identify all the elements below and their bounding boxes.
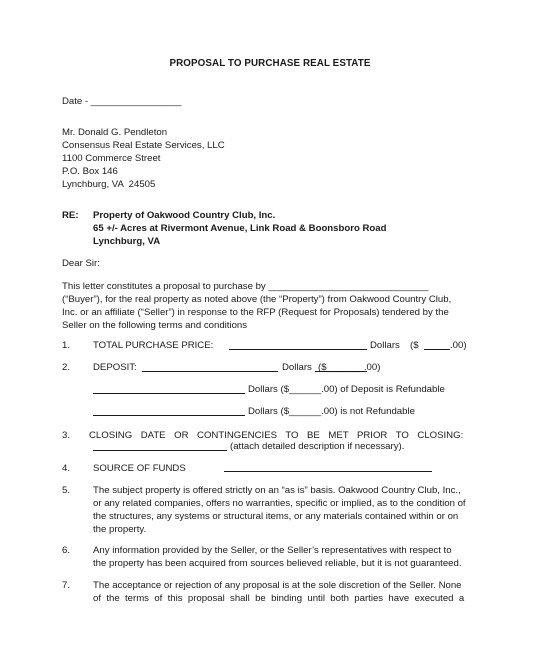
refundable-blank[interactable]: [93, 384, 245, 394]
item-line: the property.: [93, 524, 147, 535]
amount-suffix: .00): [450, 340, 467, 351]
item-label: DEPOSIT:: [93, 362, 137, 373]
item-line: The acceptance or rejection of any proposal is at the sole discretion of the Seller. None: [93, 580, 462, 591]
deposit-amount: ($_______.00): [318, 362, 381, 373]
intro-line: (“Buyer”), for the real property as noted above (the “Property”) from Oakwood Country Club,: [62, 294, 452, 305]
item-number: 4.: [62, 463, 71, 474]
address-line: 1100 Commerce Street: [62, 153, 161, 164]
item-line: of the terms of this proposal shall be binding until both parties have executed a: [93, 593, 465, 604]
address-line: Mr. Donald G. Pendleton: [62, 127, 168, 138]
refundable-text: Dollars ($______.00) of Deposit is Refundable: [248, 384, 445, 395]
non-refundable-blank[interactable]: [93, 406, 245, 416]
intro-line: Inc. or an affiliate (“Seller”) in response to the RFP (Request for Proposals) tendered by the: [62, 307, 449, 318]
item-number: 3.: [62, 430, 71, 441]
date-line: Date - _________________: [62, 96, 182, 107]
address-line: Lynchburg, VA 24505: [62, 179, 156, 190]
item-line: Any information provided by the Seller, or the Seller’s representatives with respect to: [93, 545, 452, 556]
amount-prefix: ($: [410, 340, 419, 351]
item-number: 2.: [62, 362, 71, 373]
address-line: P.O. Box 146: [62, 166, 118, 177]
item-label: TOTAL PURCHASE PRICE:: [93, 340, 214, 351]
item-line: The subject property is offered strictly on an “as is” basis. Oakwood Country Club, Inc.,: [93, 485, 461, 496]
intro-line: Seller on the following terms and conditions: [62, 320, 248, 331]
re-label: RE:: [62, 210, 79, 221]
price-blank[interactable]: [229, 340, 367, 350]
item-line: the structures, any systems or structural items, or any materials contained within or on: [93, 511, 459, 522]
dollars-label: Dollars: [282, 362, 312, 373]
salutation: Dear Sir:: [62, 258, 100, 269]
item-detail: (attach detailed description if necessary).: [230, 441, 405, 452]
dollars-label: Dollars: [370, 340, 400, 351]
item-line: the property has been acquired from sources believed reliable, but it is not guaranteed.: [93, 558, 462, 569]
item-label: SOURCE OF FUNDS: [93, 463, 186, 474]
closing-date-blank[interactable]: [93, 441, 227, 451]
price-amount-blank[interactable]: [424, 340, 450, 350]
document-title: PROPOSAL TO PURCHASE REAL ESTATE: [169, 58, 371, 69]
item-number: 5.: [62, 485, 71, 496]
intro-line: This letter constitutes a proposal to purchase by ______________________________: [62, 281, 429, 292]
source-of-funds-blank[interactable]: [224, 462, 432, 472]
item-number: 6.: [62, 545, 71, 556]
item-number: 1.: [62, 340, 71, 351]
item-number: 7.: [62, 580, 71, 591]
non-refundable-text: Dollars ($______.00) is not Refundable: [248, 406, 415, 417]
item-line: or any related companies, offers no warranties, specific or implied, as to the condition of: [93, 498, 466, 509]
item-label: CLOSING DATE OR CONTINGENCIES TO BE MET PRIOR TO CLOSING:: [89, 430, 464, 441]
re-line: Property of Oakwood Country Club, Inc.: [93, 210, 276, 221]
re-line: Lynchburg, VA: [93, 236, 161, 247]
address-line: Consensus Real Estate Services, LLC: [62, 140, 225, 151]
deposit-blank[interactable]: [142, 362, 278, 372]
re-line: 65 +/- Acres at Rivermont Avenue, Link Road & Boonsboro Road: [93, 223, 387, 234]
